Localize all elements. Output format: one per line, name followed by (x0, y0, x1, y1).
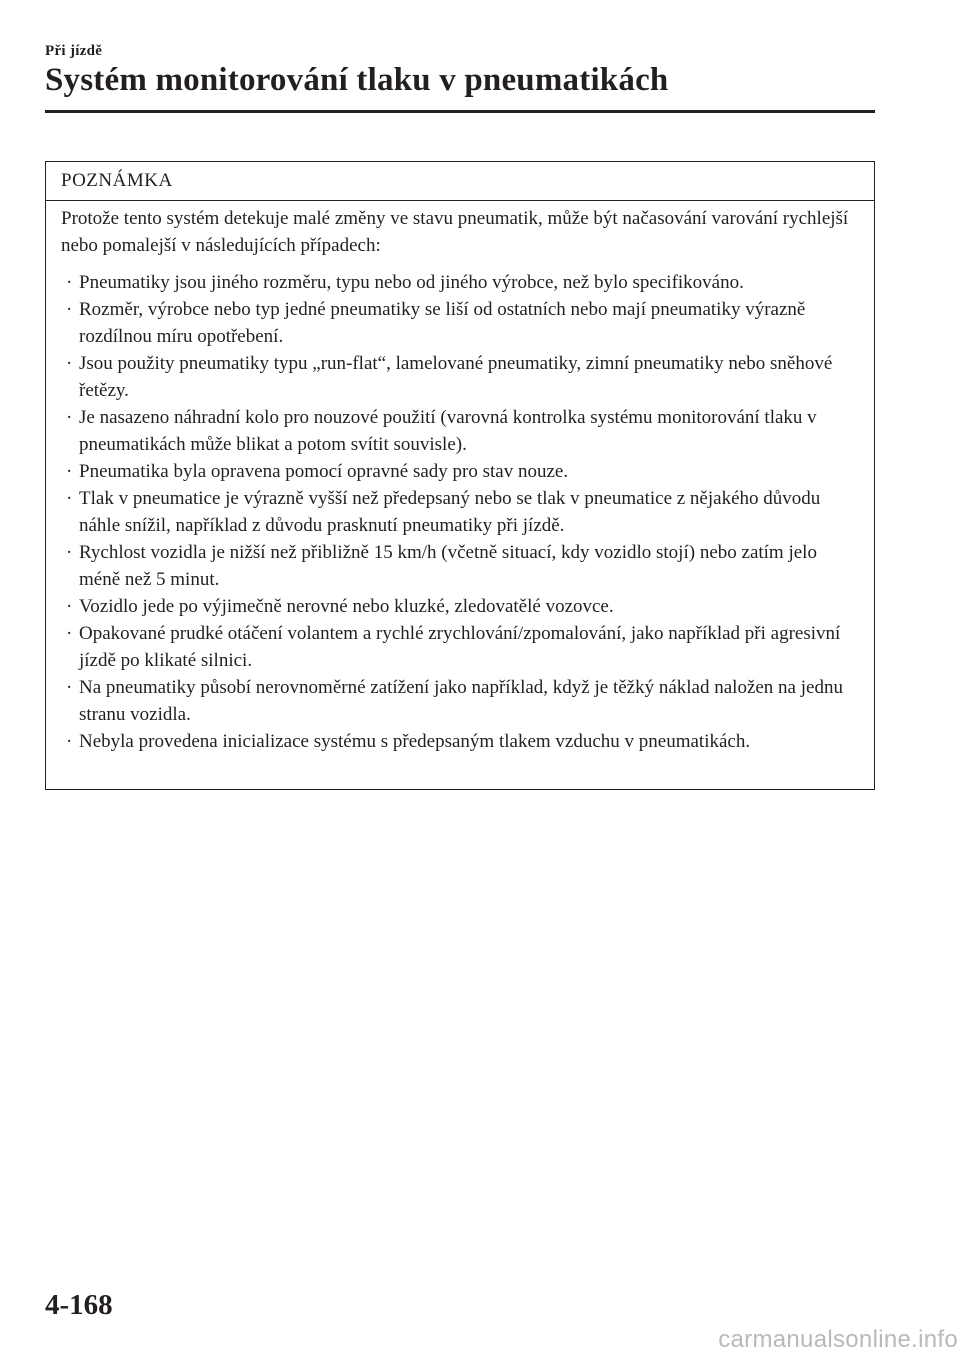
list-item-text: Tlak v pneumatice je výrazně vyšší než předepsaný nebo se tlak v pneumatice z nějakého důvodu náhle snížil, například z důvodu prasknutí pneumatiky při jízdě. (79, 488, 821, 536)
note-intro: Protože tento systém detekuje malé změny ve stavu pneumatik, může být načasování varování rychlejší nebo pomalejší v následujících případech: (61, 208, 849, 256)
list-item-text: Rozměr, výrobce nebo typ jedné pneumatiky se liší od ostatních nebo mají pneumatiky výrazně rozdílnou míru opotřebení. (79, 299, 806, 347)
bullet-dot: · (66, 272, 73, 293)
note-body (46, 201, 874, 755)
note-box (45, 161, 875, 790)
bullet-dot: · (66, 299, 73, 320)
section-label: Při jízdě (45, 43, 103, 59)
list-item (61, 620, 860, 674)
list-item-text: Nebyla provedena inicializace systému s předepsaným tlakem vzduchu v pneumatikách. (79, 731, 751, 752)
bullet-dot: · (66, 407, 73, 428)
bullet-dot: · (66, 542, 73, 563)
bullet-dot: · (66, 353, 73, 374)
page-title: Systém monitorování tlaku v pneumatikách (45, 62, 669, 98)
list-item (61, 350, 860, 404)
bullet-dot: · (66, 461, 73, 482)
list-item (61, 269, 860, 296)
list-item (61, 485, 860, 539)
bullet-dot: · (66, 623, 73, 644)
list-item-text: Je nasazeno náhradní kolo pro nouzové použití (varovná kontrolka systému monitorování tlaku v pneumatikách může blikat a potom svítit souvisle). (79, 407, 817, 455)
list-item-text: Opakované prudké otáčení volantem a rychlé zrychlování/zpomalování, jako například při agresivní jízdě po klikaté silnici. (79, 623, 841, 671)
bullet-dot: · (66, 488, 73, 509)
list-item (61, 593, 860, 620)
list-item (61, 728, 860, 755)
bullet-dot: · (66, 731, 73, 752)
bullet-list (61, 269, 860, 755)
list-item-text: Pneumatika byla opravena pomocí opravné sady pro stav nouze. (79, 461, 569, 482)
list-item-text: Jsou použity pneumatiky typu „run-flat“, lamelované pneumatiky, zimní pneumatiky nebo sněhové řetězy. (79, 353, 833, 401)
list-item (61, 674, 860, 728)
list-item-text: Pneumatiky jsou jiného rozměru, typu nebo od jiného výrobce, než bylo specifikováno. (79, 272, 744, 293)
page-number: 4-168 (45, 1289, 113, 1321)
note-heading: POZNÁMKA (46, 162, 874, 201)
list-item (61, 458, 860, 485)
watermark: carmanualsonline.info (718, 1326, 958, 1353)
list-item (61, 404, 860, 458)
list-item-text: Rychlost vozidla je nižší než přibližně 15 km/h (včetně situací, kdy vozidlo stojí) nebo zatím jelo méně než 5 minut. (79, 542, 817, 590)
list-item (61, 296, 860, 350)
list-item-text: Na pneumatiky působí nerovnoměrné zatížení jako například, když je těžký náklad naložen na jednu stranu vozidla. (79, 677, 843, 725)
title-rule (45, 110, 875, 113)
list-item (61, 539, 860, 593)
bullet-dot: · (66, 596, 73, 617)
list-item-text: Vozidlo jede po výjimečně nerovné nebo kluzké, zledovatělé vozovce. (79, 596, 614, 617)
bullet-dot: · (66, 677, 73, 698)
